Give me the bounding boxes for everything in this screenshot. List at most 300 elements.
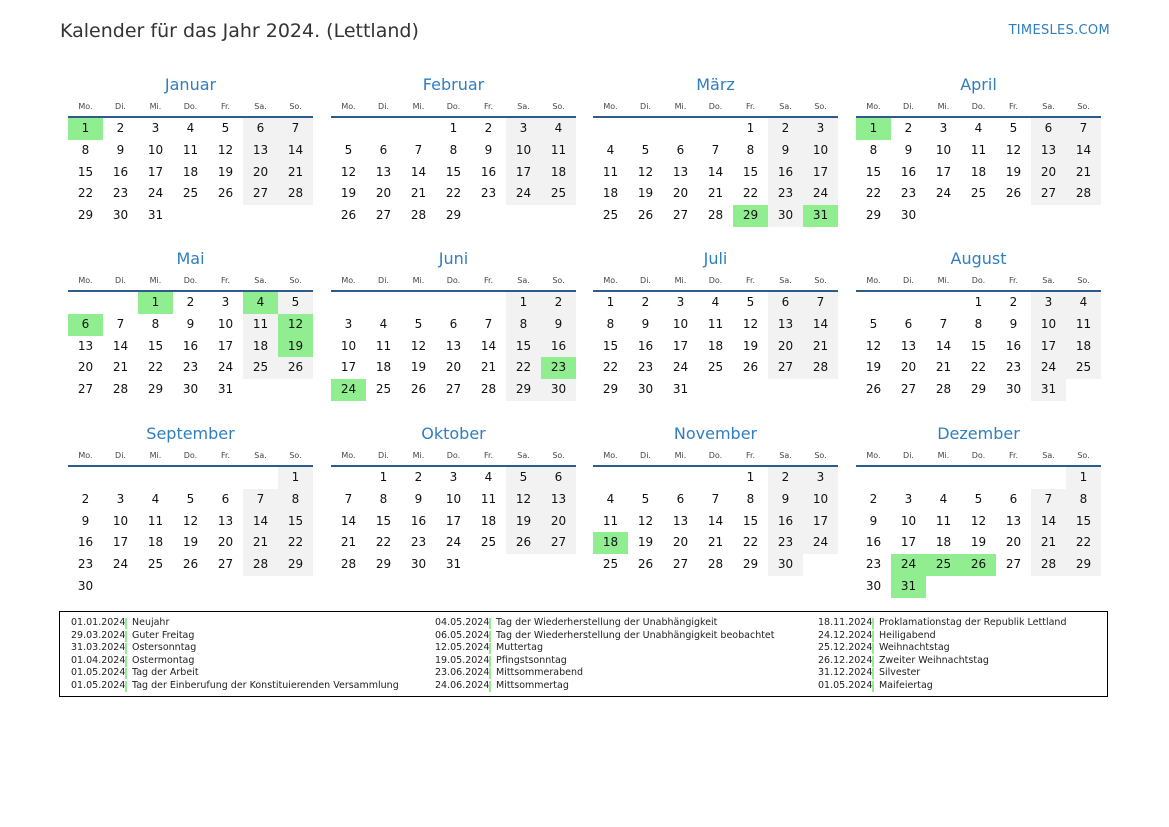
day-cell[interactable]: 16 xyxy=(637,338,654,353)
day-cell[interactable]: 28 xyxy=(707,208,724,223)
day-cell[interactable]: 25 xyxy=(707,360,724,375)
day-cell[interactable]: 19 xyxy=(278,336,313,358)
day-cell[interactable]: 6 xyxy=(243,118,278,140)
day-cell[interactable]: 4 xyxy=(1066,292,1101,314)
day-cell[interactable]: 14 xyxy=(707,164,724,179)
day-cell[interactable]: 26 xyxy=(742,360,759,375)
day-cell[interactable]: 9 xyxy=(414,491,423,506)
day-cell[interactable]: 26 xyxy=(182,557,199,572)
day-cell[interactable]: 9 xyxy=(768,489,803,511)
day-cell[interactable]: 4 xyxy=(484,470,493,484)
day-cell[interactable]: 26 xyxy=(865,382,882,397)
day-cell[interactable]: 26 xyxy=(637,208,654,223)
day-cell[interactable]: 19 xyxy=(637,535,654,550)
day-cell[interactable]: 18 xyxy=(602,186,619,201)
day-cell[interactable]: 4 xyxy=(151,491,160,506)
day-cell[interactable]: 5 xyxy=(506,467,541,489)
day-cell[interactable]: 18 xyxy=(480,513,497,528)
day-cell[interactable]: 15 xyxy=(742,513,759,528)
day-cell[interactable]: 5 xyxy=(278,292,313,314)
day-cell[interactable]: 7 xyxy=(484,316,493,331)
day-cell[interactable]: 5 xyxy=(414,316,423,331)
day-cell[interactable]: 22 xyxy=(1066,532,1101,554)
day-cell[interactable]: 18 xyxy=(147,535,164,550)
day-cell[interactable]: 18 xyxy=(935,535,952,550)
day-cell[interactable]: 15 xyxy=(1066,511,1101,533)
day-cell[interactable]: 31 xyxy=(1031,379,1066,401)
day-cell[interactable]: 16 xyxy=(182,338,199,353)
day-cell[interactable]: 30 xyxy=(541,379,576,401)
day-cell[interactable]: 29 xyxy=(77,208,94,223)
day-cell[interactable]: 29 xyxy=(970,382,987,397)
day-cell[interactable]: 20 xyxy=(243,162,278,184)
day-cell[interactable]: 6 xyxy=(221,491,230,506)
day-cell[interactable]: 27 xyxy=(77,382,94,397)
day-cell[interactable]: 12 xyxy=(278,314,313,336)
day-cell[interactable]: 7 xyxy=(344,491,353,506)
day-cell[interactable]: 30 xyxy=(768,554,803,576)
day-cell[interactable]: 16 xyxy=(865,535,882,550)
day-cell[interactable]: 14 xyxy=(1066,140,1101,162)
day-cell[interactable]: 31 xyxy=(803,205,838,227)
day-cell[interactable]: 6 xyxy=(379,142,388,157)
day-cell[interactable]: 27 xyxy=(900,382,917,397)
day-cell[interactable]: 13 xyxy=(541,489,576,511)
day-cell[interactable]: 16 xyxy=(77,535,94,550)
day-cell[interactable]: 19 xyxy=(637,186,654,201)
day-cell[interactable]: 21 xyxy=(410,186,427,201)
day-cell[interactable]: 15 xyxy=(278,511,313,533)
day-cell[interactable]: 19 xyxy=(1005,164,1022,179)
day-cell[interactable]: 21 xyxy=(278,162,313,184)
day-cell[interactable]: 19 xyxy=(506,511,541,533)
day-cell[interactable]: 30 xyxy=(112,208,129,223)
day-cell[interactable]: 17 xyxy=(900,535,917,550)
day-cell[interactable]: 3 xyxy=(449,470,458,484)
day-cell[interactable]: 8 xyxy=(974,316,983,331)
day-cell[interactable]: 28 xyxy=(410,208,427,223)
day-cell[interactable]: 2 xyxy=(116,121,125,135)
day-cell[interactable]: 2 xyxy=(869,491,878,506)
day-cell[interactable]: 17 xyxy=(803,511,838,533)
day-cell[interactable]: 12 xyxy=(217,142,234,157)
day-cell[interactable]: 23 xyxy=(77,557,94,572)
day-cell[interactable]: 23 xyxy=(768,183,803,205)
day-cell[interactable]: 29 xyxy=(733,205,768,227)
day-cell[interactable]: 17 xyxy=(672,338,689,353)
day-cell[interactable]: 15 xyxy=(147,338,164,353)
day-cell[interactable]: 15 xyxy=(375,513,392,528)
day-cell[interactable]: 9 xyxy=(116,142,125,157)
day-cell[interactable]: 13 xyxy=(900,338,917,353)
day-cell[interactable]: 13 xyxy=(768,314,803,336)
day-cell[interactable]: 1 xyxy=(506,292,541,314)
day-cell[interactable]: 11 xyxy=(707,316,724,331)
day-cell[interactable]: 7 xyxy=(711,491,720,506)
day-cell[interactable]: 16 xyxy=(480,164,497,179)
day-cell[interactable]: 22 xyxy=(375,535,392,550)
day-cell[interactable]: 21 xyxy=(112,360,129,375)
day-cell[interactable]: 17 xyxy=(217,338,234,353)
day-cell[interactable]: 13 xyxy=(243,140,278,162)
day-cell[interactable]: 16 xyxy=(900,164,917,179)
day-cell[interactable]: 2 xyxy=(641,295,650,309)
day-cell[interactable]: 18 xyxy=(243,336,278,358)
day-cell[interactable]: 7 xyxy=(803,292,838,314)
day-cell[interactable]: 20 xyxy=(900,360,917,375)
day-cell[interactable]: 7 xyxy=(278,118,313,140)
day-cell[interactable]: 3 xyxy=(221,295,230,309)
day-cell[interactable]: 12 xyxy=(742,316,759,331)
day-cell[interactable]: 26 xyxy=(1005,186,1022,201)
day-cell[interactable]: 6 xyxy=(1009,491,1018,506)
day-cell[interactable]: 22 xyxy=(445,186,462,201)
day-cell[interactable]: 27 xyxy=(672,208,689,223)
day-cell[interactable]: 20 xyxy=(541,511,576,533)
day-cell[interactable]: 31 xyxy=(445,557,462,572)
day-cell[interactable]: 27 xyxy=(1005,557,1022,572)
day-cell[interactable]: 6 xyxy=(904,316,913,331)
day-cell[interactable]: 12 xyxy=(340,164,357,179)
day-cell[interactable]: 2 xyxy=(1009,295,1018,309)
day-cell[interactable]: 1 xyxy=(278,467,313,489)
day-cell[interactable]: 13 xyxy=(672,164,689,179)
day-cell[interactable]: 19 xyxy=(182,535,199,550)
day-cell[interactable]: 11 xyxy=(243,314,278,336)
day-cell[interactable]: 15 xyxy=(77,164,94,179)
day-cell[interactable]: 29 xyxy=(865,208,882,223)
day-cell[interactable]: 19 xyxy=(865,360,882,375)
day-cell[interactable]: 9 xyxy=(641,316,650,331)
day-cell[interactable]: 18 xyxy=(593,532,628,554)
day-cell[interactable]: 24 xyxy=(445,535,462,550)
day-cell[interactable]: 30 xyxy=(77,578,94,593)
day-cell[interactable]: 30 xyxy=(865,578,882,593)
day-cell[interactable]: 13 xyxy=(672,513,689,528)
day-cell[interactable]: 20 xyxy=(672,535,689,550)
day-cell[interactable]: 29 xyxy=(147,382,164,397)
day-cell[interactable]: 2 xyxy=(414,470,423,484)
day-cell[interactable]: 30 xyxy=(1005,382,1022,397)
day-cell[interactable]: 21 xyxy=(1066,162,1101,184)
day-cell[interactable]: 10 xyxy=(445,491,462,506)
day-cell[interactable]: 16 xyxy=(768,511,803,533)
day-cell[interactable]: 15 xyxy=(970,338,987,353)
day-cell[interactable]: 5 xyxy=(746,295,755,309)
day-cell[interactable]: 23 xyxy=(1005,360,1022,375)
day-cell[interactable]: 29 xyxy=(445,208,462,223)
day-cell[interactable]: 3 xyxy=(1031,292,1066,314)
day-cell[interactable]: 8 xyxy=(278,489,313,511)
day-cell[interactable]: 30 xyxy=(182,382,199,397)
day-cell[interactable]: 8 xyxy=(81,142,90,157)
day-cell[interactable]: 20 xyxy=(1031,162,1066,184)
day-cell[interactable]: 3 xyxy=(116,491,125,506)
day-cell[interactable]: 11 xyxy=(1066,314,1101,336)
day-cell[interactable]: 25 xyxy=(541,183,576,205)
day-cell[interactable]: 28 xyxy=(278,183,313,205)
day-cell[interactable]: 8 xyxy=(606,316,615,331)
day-cell[interactable]: 11 xyxy=(182,142,199,157)
day-cell[interactable]: 7 xyxy=(711,142,720,157)
day-cell[interactable]: 8 xyxy=(869,142,878,157)
day-cell[interactable]: 26 xyxy=(637,557,654,572)
day-cell[interactable]: 12 xyxy=(506,489,541,511)
day-cell[interactable]: 11 xyxy=(147,513,164,528)
day-cell[interactable]: 10 xyxy=(340,338,357,353)
day-cell[interactable]: 18 xyxy=(970,164,987,179)
day-cell[interactable]: 17 xyxy=(112,535,129,550)
day-cell[interactable]: 17 xyxy=(340,360,357,375)
day-cell[interactable]: 22 xyxy=(970,360,987,375)
day-cell[interactable]: 18 xyxy=(375,360,392,375)
day-cell[interactable]: 26 xyxy=(278,357,313,379)
day-cell[interactable]: 16 xyxy=(410,513,427,528)
day-cell[interactable]: 6 xyxy=(676,491,685,506)
day-cell[interactable]: 23 xyxy=(541,357,576,379)
day-cell[interactable]: 28 xyxy=(243,554,278,576)
day-cell[interactable]: 7 xyxy=(939,316,948,331)
day-cell[interactable]: 25 xyxy=(182,186,199,201)
day-cell[interactable]: 28 xyxy=(707,557,724,572)
day-cell[interactable]: 31 xyxy=(891,576,926,598)
day-cell[interactable]: 29 xyxy=(602,382,619,397)
day-cell[interactable]: 24 xyxy=(506,183,541,205)
day-cell[interactable]: 8 xyxy=(746,491,755,506)
day-cell[interactable]: 2 xyxy=(768,467,803,489)
day-cell[interactable]: 22 xyxy=(742,535,759,550)
day-cell[interactable]: 14 xyxy=(1031,511,1066,533)
day-cell[interactable]: 18 xyxy=(707,338,724,353)
day-cell[interactable]: 10 xyxy=(112,513,129,528)
day-cell[interactable]: 11 xyxy=(970,142,987,157)
day-cell[interactable]: 17 xyxy=(506,162,541,184)
day-cell[interactable]: 25 xyxy=(970,186,987,201)
day-cell[interactable]: 10 xyxy=(1031,314,1066,336)
day-cell[interactable]: 26 xyxy=(340,208,357,223)
day-cell[interactable]: 30 xyxy=(637,382,654,397)
day-cell[interactable]: 23 xyxy=(112,186,129,201)
day-cell[interactable]: 3 xyxy=(803,118,838,140)
day-cell[interactable]: 30 xyxy=(410,557,427,572)
site-link[interactable]: TIMESLES.COM xyxy=(1008,23,1110,38)
day-cell[interactable]: 4 xyxy=(939,491,948,506)
day-cell[interactable]: 29 xyxy=(278,554,313,576)
day-cell[interactable]: 24 xyxy=(112,557,129,572)
day-cell[interactable]: 23 xyxy=(637,360,654,375)
day-cell[interactable]: 30 xyxy=(768,205,803,227)
day-cell[interactable]: 21 xyxy=(707,535,724,550)
day-cell[interactable]: 14 xyxy=(935,338,952,353)
day-cell[interactable]: 1 xyxy=(746,470,755,484)
day-cell[interactable]: 1 xyxy=(606,295,615,309)
day-cell[interactable]: 20 xyxy=(375,186,392,201)
day-cell[interactable]: 4 xyxy=(541,118,576,140)
day-cell[interactable]: 9 xyxy=(1009,316,1018,331)
day-cell[interactable]: 14 xyxy=(480,338,497,353)
day-cell[interactable]: 17 xyxy=(445,513,462,528)
day-cell[interactable]: 13 xyxy=(375,164,392,179)
day-cell[interactable]: 10 xyxy=(672,316,689,331)
day-cell[interactable]: 24 xyxy=(891,554,926,576)
day-cell[interactable]: 10 xyxy=(217,316,234,331)
day-cell[interactable]: 13 xyxy=(1031,140,1066,162)
day-cell[interactable]: 2 xyxy=(904,121,913,135)
day-cell[interactable]: 26 xyxy=(506,532,541,554)
day-cell[interactable]: 22 xyxy=(742,186,759,201)
day-cell[interactable]: 14 xyxy=(112,338,129,353)
day-cell[interactable]: 19 xyxy=(217,164,234,179)
day-cell[interactable]: 15 xyxy=(602,338,619,353)
day-cell[interactable]: 30 xyxy=(900,208,917,223)
day-cell[interactable]: 23 xyxy=(480,186,497,201)
day-cell[interactable]: 18 xyxy=(1066,336,1101,358)
day-cell[interactable]: 28 xyxy=(935,382,952,397)
day-cell[interactable]: 3 xyxy=(344,316,353,331)
day-cell[interactable]: 19 xyxy=(742,338,759,353)
day-cell[interactable]: 11 xyxy=(375,338,392,353)
day-cell[interactable]: 10 xyxy=(935,142,952,157)
day-cell[interactable]: 6 xyxy=(1031,118,1066,140)
day-cell[interactable]: 19 xyxy=(410,360,427,375)
day-cell[interactable]: 21 xyxy=(1031,532,1066,554)
day-cell[interactable]: 15 xyxy=(506,336,541,358)
day-cell[interactable]: 29 xyxy=(742,557,759,572)
day-cell[interactable]: 11 xyxy=(602,513,619,528)
day-cell[interactable]: 27 xyxy=(445,382,462,397)
day-cell[interactable]: 25 xyxy=(926,554,961,576)
day-cell[interactable]: 11 xyxy=(480,491,497,506)
day-cell[interactable]: 20 xyxy=(1005,535,1022,550)
day-cell[interactable]: 3 xyxy=(676,295,685,309)
day-cell[interactable]: 16 xyxy=(1005,338,1022,353)
day-cell[interactable]: 25 xyxy=(480,535,497,550)
day-cell[interactable]: 7 xyxy=(243,489,278,511)
day-cell[interactable]: 21 xyxy=(707,186,724,201)
day-cell[interactable]: 24 xyxy=(803,183,838,205)
day-cell[interactable]: 9 xyxy=(484,142,493,157)
day-cell[interactable]: 16 xyxy=(541,336,576,358)
day-cell[interactable]: 1 xyxy=(449,121,458,135)
day-cell[interactable]: 24 xyxy=(935,186,952,201)
day-cell[interactable]: 19 xyxy=(970,535,987,550)
day-cell[interactable]: 1 xyxy=(746,121,755,135)
day-cell[interactable]: 18 xyxy=(541,162,576,184)
day-cell[interactable]: 22 xyxy=(865,186,882,201)
day-cell[interactable]: 27 xyxy=(1031,183,1066,205)
day-cell[interactable]: 1 xyxy=(856,118,891,140)
day-cell[interactable]: 25 xyxy=(243,357,278,379)
day-cell[interactable]: 23 xyxy=(900,186,917,201)
day-cell[interactable]: 8 xyxy=(506,314,541,336)
day-cell[interactable]: 15 xyxy=(865,164,882,179)
day-cell[interactable]: 10 xyxy=(803,489,838,511)
day-cell[interactable]: 6 xyxy=(541,467,576,489)
day-cell[interactable]: 24 xyxy=(1031,357,1066,379)
day-cell[interactable]: 20 xyxy=(672,186,689,201)
day-cell[interactable]: 5 xyxy=(869,316,878,331)
day-cell[interactable]: 4 xyxy=(243,292,278,314)
day-cell[interactable]: 22 xyxy=(147,360,164,375)
day-cell[interactable]: 28 xyxy=(803,357,838,379)
day-cell[interactable]: 28 xyxy=(480,382,497,397)
day-cell[interactable]: 13 xyxy=(77,338,94,353)
day-cell[interactable]: 15 xyxy=(742,164,759,179)
day-cell[interactable]: 3 xyxy=(151,121,160,135)
day-cell[interactable]: 21 xyxy=(340,535,357,550)
day-cell[interactable]: 23 xyxy=(182,360,199,375)
day-cell[interactable]: 4 xyxy=(974,121,983,135)
day-cell[interactable]: 5 xyxy=(641,491,650,506)
day-cell[interactable]: 4 xyxy=(711,295,720,309)
day-cell[interactable]: 14 xyxy=(278,140,313,162)
day-cell[interactable]: 22 xyxy=(77,186,94,201)
day-cell[interactable]: 26 xyxy=(410,382,427,397)
day-cell[interactable]: 25 xyxy=(602,208,619,223)
day-cell[interactable]: 14 xyxy=(803,314,838,336)
day-cell[interactable]: 20 xyxy=(77,360,94,375)
day-cell[interactable]: 27 xyxy=(672,557,689,572)
day-cell[interactable]: 17 xyxy=(803,162,838,184)
day-cell[interactable]: 7 xyxy=(116,316,125,331)
day-cell[interactable]: 12 xyxy=(970,513,987,528)
day-cell[interactable]: 9 xyxy=(869,513,878,528)
day-cell[interactable]: 10 xyxy=(506,140,541,162)
day-cell[interactable]: 14 xyxy=(340,513,357,528)
day-cell[interactable]: 1 xyxy=(974,295,983,309)
day-cell[interactable]: 28 xyxy=(1031,554,1066,576)
day-cell[interactable]: 4 xyxy=(606,142,615,157)
day-cell[interactable]: 14 xyxy=(410,164,427,179)
day-cell[interactable]: 5 xyxy=(641,142,650,157)
day-cell[interactable]: 27 xyxy=(768,357,803,379)
day-cell[interactable]: 1 xyxy=(1066,467,1101,489)
day-cell[interactable]: 17 xyxy=(1031,336,1066,358)
day-cell[interactable]: 1 xyxy=(138,292,173,314)
day-cell[interactable]: 24 xyxy=(331,379,366,401)
day-cell[interactable]: 19 xyxy=(340,186,357,201)
day-cell[interactable]: 6 xyxy=(676,142,685,157)
day-cell[interactable]: 25 xyxy=(1066,357,1101,379)
day-cell[interactable]: 20 xyxy=(217,535,234,550)
day-cell[interactable]: 1 xyxy=(379,470,388,484)
day-cell[interactable]: 28 xyxy=(112,382,129,397)
day-cell[interactable]: 6 xyxy=(68,314,103,336)
day-cell[interactable]: 18 xyxy=(182,164,199,179)
day-cell[interactable]: 7 xyxy=(1031,489,1066,511)
day-cell[interactable]: 4 xyxy=(606,491,615,506)
day-cell[interactable]: 9 xyxy=(768,140,803,162)
day-cell[interactable]: 21 xyxy=(803,336,838,358)
day-cell[interactable]: 2 xyxy=(186,295,195,309)
day-cell[interactable]: 7 xyxy=(1066,118,1101,140)
day-cell[interactable]: 12 xyxy=(410,338,427,353)
day-cell[interactable]: 14 xyxy=(707,513,724,528)
day-cell[interactable]: 3 xyxy=(803,467,838,489)
day-cell[interactable]: 24 xyxy=(217,360,234,375)
day-cell[interactable]: 16 xyxy=(768,162,803,184)
day-cell[interactable]: 29 xyxy=(506,379,541,401)
day-cell[interactable]: 22 xyxy=(278,532,313,554)
day-cell[interactable]: 20 xyxy=(445,360,462,375)
day-cell[interactable]: 12 xyxy=(637,164,654,179)
day-cell[interactable]: 27 xyxy=(217,557,234,572)
day-cell[interactable]: 5 xyxy=(186,491,195,506)
day-cell[interactable]: 25 xyxy=(375,382,392,397)
day-cell[interactable]: 4 xyxy=(379,316,388,331)
day-cell[interactable]: 29 xyxy=(1066,554,1101,576)
day-cell[interactable]: 9 xyxy=(904,142,913,157)
